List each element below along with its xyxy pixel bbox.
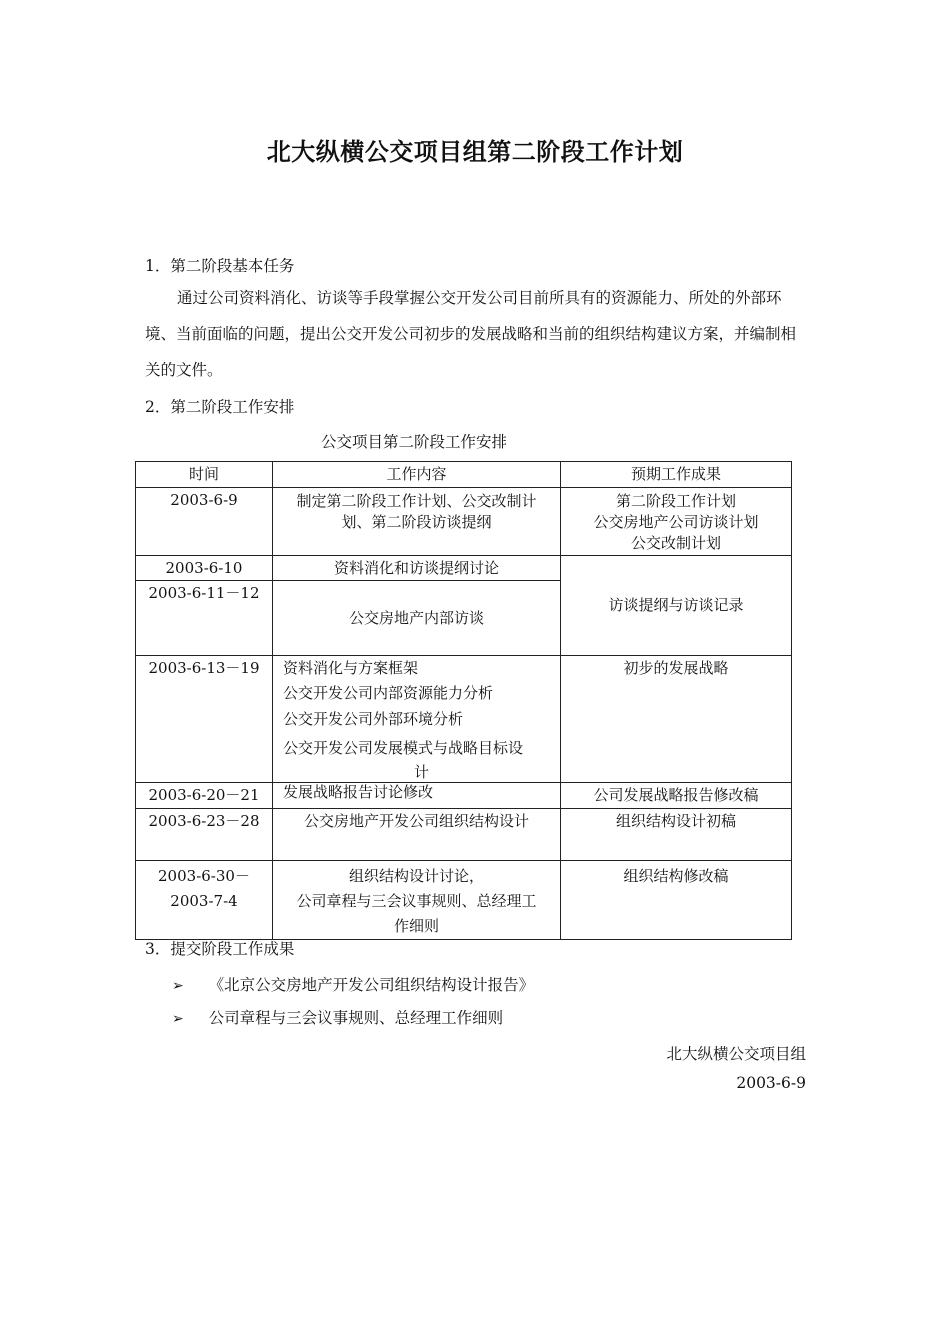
header-content: 工作内容 [273, 462, 561, 488]
signature-org: 北大纵横公交项目组 [666, 1045, 806, 1063]
row5-time: 2003-6-20－21 [136, 783, 273, 809]
result-line: 公交房地产公司访谈计划 [593, 513, 759, 531]
row2-content: 资料消化和访谈提纲讨论 [273, 556, 561, 581]
section1-body: 通过公司资料消化、访谈等手段掌握公交开发公司目前所具有的资源能力、所处的外部环境、当前面临的问题，提出公交开发公司初步的发展战略和当前的组织结构建议方案，并编制相关的文件。 [145, 289, 797, 379]
bullet-text: 公司章程与三会议事规则、总经理工作细则 [208, 1009, 504, 1027]
content-line: 公交开发公司发展模式与战略目标设 [283, 739, 524, 757]
time-line: 2003-7-4 [170, 892, 238, 910]
row4-content [273, 656, 561, 783]
content-line: 制定第二阶段工作计划、公交改制计 [296, 492, 537, 510]
row6-result: 组织结构设计初稿 [561, 809, 792, 861]
content-line: 资料消化与方案框架 [283, 659, 419, 677]
table-caption: 公交项目第二阶段工作安排 [321, 433, 508, 451]
table-header-row [136, 462, 792, 488]
table-row [136, 783, 792, 809]
signature-date: 2003-6-9 [736, 1074, 806, 1092]
content-line: 作细则 [393, 917, 439, 935]
arrow-bullet-icon: ➢ [172, 1011, 184, 1027]
row1-result [561, 488, 792, 556]
document-title: 北大纵横公交项目组第二阶段工作计划 [266, 138, 684, 166]
content-line: 公司章程与三会议事规则、总经理工 [296, 892, 537, 910]
row4-result: 初步的发展战略 [561, 656, 792, 783]
content-line: 划、第二阶段访谈提纲 [341, 513, 492, 531]
result-line: 第二阶段工作计划 [615, 492, 736, 510]
header-result: 预期工作成果 [561, 462, 792, 488]
work-schedule-table [135, 461, 792, 940]
content-line: 计 [413, 763, 429, 781]
row5-result: 公司发展战略报告修改稿 [561, 783, 792, 809]
section3-heading: 3．提交阶段工作成果 [145, 940, 295, 958]
table-row [136, 488, 792, 556]
bullet-item [172, 1006, 503, 1028]
row7-time [136, 861, 273, 940]
row6-content: 公交房地产开发公司组织结构设计 [273, 809, 561, 861]
content-line: 公交开发公司内部资源能力分析 [283, 684, 494, 702]
row5-content: 发展战略报告讨论修改 [273, 783, 561, 809]
section2-heading: 2．第二阶段工作安排 [145, 398, 295, 416]
table-row [136, 861, 792, 940]
row3-time: 2003-6-11－12 [136, 581, 273, 656]
section1-heading: 1．第二阶段基本任务 [145, 257, 295, 275]
bullet-text: 《北京公交房地产开发公司组织结构设计报告》 [208, 976, 535, 994]
row2-time: 2003-6-10 [136, 556, 273, 581]
bullet-item [172, 973, 534, 995]
table-row [136, 656, 792, 783]
row7-result: 组织结构修改稿 [561, 861, 792, 940]
content-line: 组织结构设计讨论， [348, 867, 484, 885]
arrow-bullet-icon: ➢ [172, 978, 184, 994]
result-line: 公交改制计划 [630, 534, 721, 552]
table-row [136, 556, 792, 581]
row6-time: 2003-6-23－28 [136, 809, 273, 861]
row3-content: 公交房地产内部访谈 [273, 581, 561, 656]
row2-3-result: 访谈提纲与访谈记录 [561, 556, 792, 656]
row1-time [136, 488, 273, 556]
row1-content [273, 488, 561, 556]
time-line: 2003-6-9 [170, 491, 238, 509]
row4-time: 2003-6-13－19 [136, 656, 273, 783]
row7-content [273, 861, 561, 940]
content-line: 公交开发公司外部环境分析 [283, 710, 464, 728]
time-line: 2003-6-30－ [158, 867, 250, 885]
header-time: 时间 [136, 462, 273, 488]
table-row [136, 809, 792, 861]
